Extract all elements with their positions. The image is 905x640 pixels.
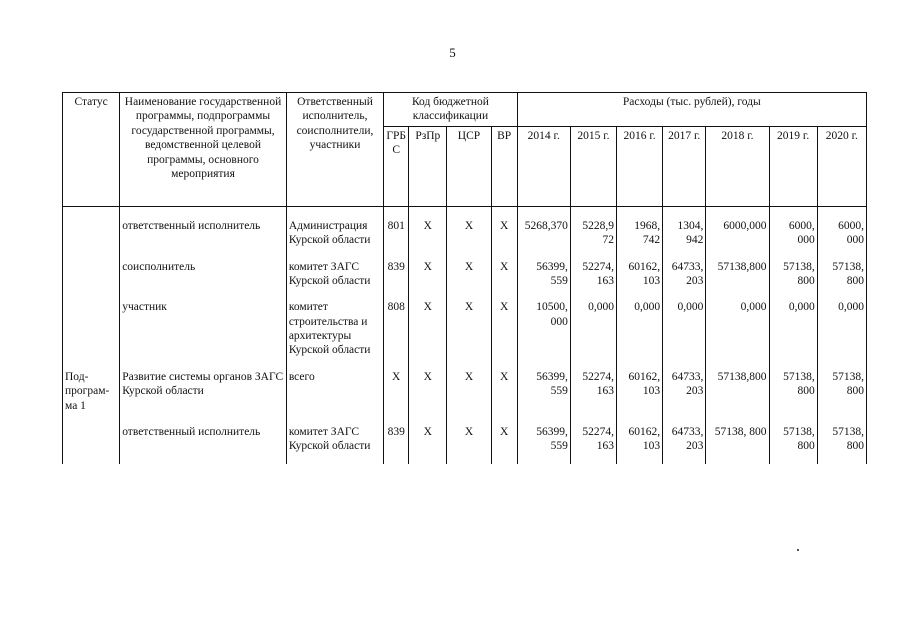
header-year: 2016 г.: [617, 126, 663, 206]
cell-value: 57138, 800: [769, 368, 817, 423]
cell-value: 57138, 800: [706, 423, 769, 464]
cell-value: 0,000: [617, 298, 663, 368]
cell-value: 56399, 559: [517, 258, 570, 299]
cell-csr: Х: [447, 217, 491, 258]
cell-grbs: 808: [384, 298, 409, 368]
cell-rzpr: Х: [409, 258, 447, 299]
cell-value: 57138, 800: [817, 423, 866, 464]
cell-value: 6000, 000: [769, 217, 817, 258]
cell-status: [63, 423, 120, 464]
cell-vr: Х: [491, 258, 517, 299]
cell-value: 57138, 800: [769, 258, 817, 299]
cell-name: Развитие системы органов ЗАГС Курской области: [120, 368, 287, 423]
table-row: [63, 423, 867, 464]
cell-value: 60162, 103: [617, 423, 663, 464]
cell-value: 1304, 942: [663, 217, 706, 258]
cell-value: 64733, 203: [663, 423, 706, 464]
scan-dot: [797, 549, 799, 551]
cell-value: 60162, 103: [617, 258, 663, 299]
cell-value: 56399, 559: [517, 368, 570, 423]
header-year: 2018 г.: [706, 126, 769, 206]
cell-value: 6000, 000: [817, 217, 866, 258]
cell-name: ответственный исполнитель: [120, 217, 287, 258]
cell-value: 64733, 203: [663, 258, 706, 299]
header-budget-code: Код бюджетной классификации: [384, 93, 517, 127]
cell-value: 52274, 163: [570, 423, 616, 464]
cell-value: 10500, 000: [517, 298, 570, 368]
header-status: Статус: [63, 93, 120, 207]
table-row: [63, 258, 867, 299]
cell-status: Под- програм- ма 1: [63, 368, 120, 423]
header-year: 2019 г.: [769, 126, 817, 206]
cell-value: 56399, 559: [517, 423, 570, 464]
cell-value: 0,000: [769, 298, 817, 368]
cell-executor: комитет ЗАГС Курской области: [286, 258, 383, 299]
header-year: 2014 г.: [517, 126, 570, 206]
cell-grbs: 839: [384, 423, 409, 464]
cell-value: 57138, 800: [769, 423, 817, 464]
cell-value: 57138,800: [706, 258, 769, 299]
header-name: Наименование государственной программы, подпрограммы государственной программы, ведомственной целевой программы, основного мероприятия: [120, 93, 287, 207]
header-expenses: Расходы (тыс. рублей), годы: [517, 93, 866, 127]
header-year: 2015 г.: [570, 126, 616, 206]
cell-csr: Х: [447, 368, 491, 423]
cell-status: [63, 298, 120, 368]
header-csr: ЦСР: [447, 126, 491, 206]
cell-executor: Администрация Курской области: [286, 217, 383, 258]
table-row: [63, 217, 867, 258]
table-body: [63, 206, 867, 463]
cell-name: соисполнитель: [120, 258, 287, 299]
cell-value: 57138, 800: [817, 258, 866, 299]
cell-value: 0,000: [706, 298, 769, 368]
cell-executor: комитет ЗАГС Курской области: [286, 423, 383, 464]
header-grbs: ГРБС: [384, 126, 409, 206]
cell-vr: Х: [491, 298, 517, 368]
cell-value: 1968, 742: [617, 217, 663, 258]
cell-status: [63, 217, 120, 258]
cell-value: 0,000: [817, 298, 866, 368]
table-row: [63, 298, 867, 368]
cell-name: участник: [120, 298, 287, 368]
header-responsible: Ответственный исполнитель, соисполнители, участники: [286, 93, 383, 207]
cell-value: 52274, 163: [570, 368, 616, 423]
cell-value: 0,000: [570, 298, 616, 368]
table-row: [63, 368, 867, 423]
cell-value: 64733, 203: [663, 368, 706, 423]
cell-csr: Х: [447, 298, 491, 368]
cell-executor: всего: [286, 368, 383, 423]
budget-table: [62, 92, 867, 464]
cell-value: 6000,000: [706, 217, 769, 258]
cell-value: 5228,9 72: [570, 217, 616, 258]
header-vr: ВР: [491, 126, 517, 206]
cell-value: 52274, 163: [570, 258, 616, 299]
header-rzpr: РзПр: [409, 126, 447, 206]
cell-vr: Х: [491, 423, 517, 464]
cell-vr: Х: [491, 217, 517, 258]
cell-value: 0,000: [663, 298, 706, 368]
cell-rzpr: Х: [409, 368, 447, 423]
header-year: 2017 г.: [663, 126, 706, 206]
cell-value: 57138, 800: [817, 368, 866, 423]
cell-grbs: Х: [384, 368, 409, 423]
cell-value: 5268,370: [517, 217, 570, 258]
cell-rzpr: Х: [409, 423, 447, 464]
page-number: 5: [449, 45, 456, 60]
cell-vr: Х: [491, 368, 517, 423]
cell-executor: комитет строительства и архитектуры Курской области: [286, 298, 383, 368]
cell-rzpr: Х: [409, 298, 447, 368]
cell-value: 57138,800: [706, 368, 769, 423]
cell-status: [63, 258, 120, 299]
cell-csr: Х: [447, 423, 491, 464]
cell-grbs: 839: [384, 258, 409, 299]
header-year: 2020 г.: [817, 126, 866, 206]
cell-name: ответственный исполнитель: [120, 423, 287, 464]
header-row-1: [63, 93, 867, 127]
cell-rzpr: Х: [409, 217, 447, 258]
cell-csr: Х: [447, 258, 491, 299]
cell-grbs: 801: [384, 217, 409, 258]
cell-value: 60162, 103: [617, 368, 663, 423]
